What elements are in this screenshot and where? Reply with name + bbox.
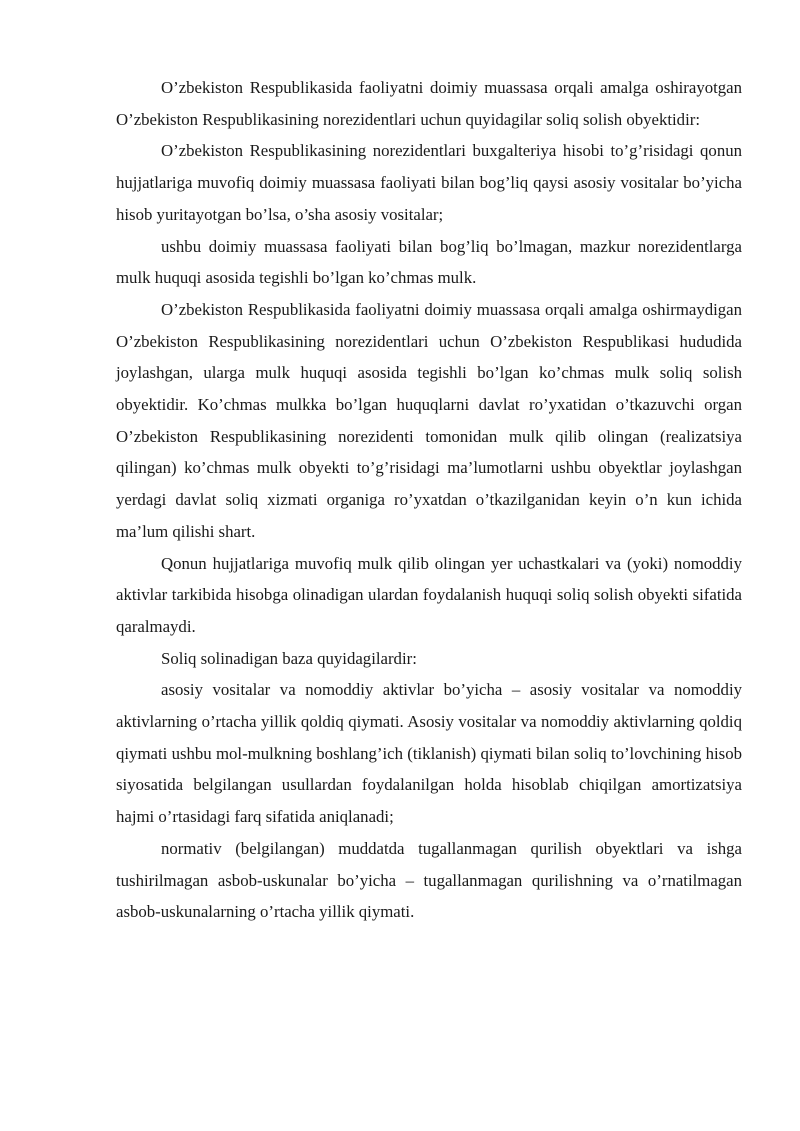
paragraph-7: asosiy vositalar va nomoddiy aktivlar bo’yicha – asosiy vositalar va nomoddiy aktivlarning o’rtacha yillik qoldiq qiymati. Asosiy vositalar va nomoddiy aktivlarning qoldiq qiymati ushbu mol-mulkning boshlang’ich (tiklanish) qiymati bilan soliq to’lovchining hisob siyosatida belgilangan usullardan foydalanilgan holda hisoblab chiqilgan amortizatsiya hajmi o’rtasidagi farq sifatida aniqlanadi; [116, 680, 742, 827]
document-page [116, 72, 742, 928]
paragraph-1: O’zbekiston Respublikasida faoliyatni doimiy muassasa orqali amalga oshirayotgan O’zbekiston Respublikasining norezidentlari uchun quyidagilar soliq solish obyektidir: [116, 78, 742, 129]
paragraph-8: normativ (belgilangan) muddatda tugallanmagan qurilish obyektlari va ishga tushirilmagan asbob-uskunalar bo’yicha – tugallanmagan qurilishning va o’rnatilmagan asbob-uskunalarning o’rtacha yillik qiymati. [116, 838, 742, 922]
paragraph-2: O’zbekiston Respublikasining norezidentlari buxgalteriya hisobi to’g’risidagi qonun hujjatlariga muvofiq doimiy muassasa faoliyati bilan bog’liq qaysi asosiy vositalar bo’yicha hisob yuritayotgan bo’lsa, o’sha asosiy vositalar; [116, 141, 742, 224]
paragraph-4: O’zbekiston Respublikasida faoliyatni doimiy muassasa orqali amalga oshirmaydigan O’zbekiston Respublikasining norezidentlari uchun O’zbekiston Respublikasi hududida joylashgan, ularga mulk huquqi asosida tegishli bo’lgan ko’chmas mulk soliq solish obyektidir. Ko’chmas mulkka bo’lgan huquqlarni davlat ro’yxatidan o’tkazuvchi organ O’zbekiston Respublikasining norezidenti tomonidan mulk qilib olingan (realizatsiya qilingan) ko’chmas mulk obyekti to’g’risidagi ma’lumotlarni ushbu obyektlar joylashgan yerdagi davlat soliq xizmati organiga ro’yxatdan o’tkazilganidan keyin o’n kun ichida ma’lum qilishi shart. [116, 299, 742, 541]
paragraph-3: ushbu doimiy muassasa faoliyati bilan bog’liq bo’lmagan, mazkur norezidentlarga mulk huquqi asosida tegishli bo’lgan ko’chmas mulk. [116, 236, 742, 288]
paragraph-6: Soliq solinadigan baza quyidagilardir: [161, 648, 417, 668]
paragraph-5: Qonun hujjatlariga muvofiq mulk qilib olingan yer uchastkalari va (yoki) nomoddiy aktivlar tarkibida hisobga olinadigan ulardan foydalanish huquqi soliq solish obyekti sifatida qaralmaydi. [116, 553, 742, 636]
